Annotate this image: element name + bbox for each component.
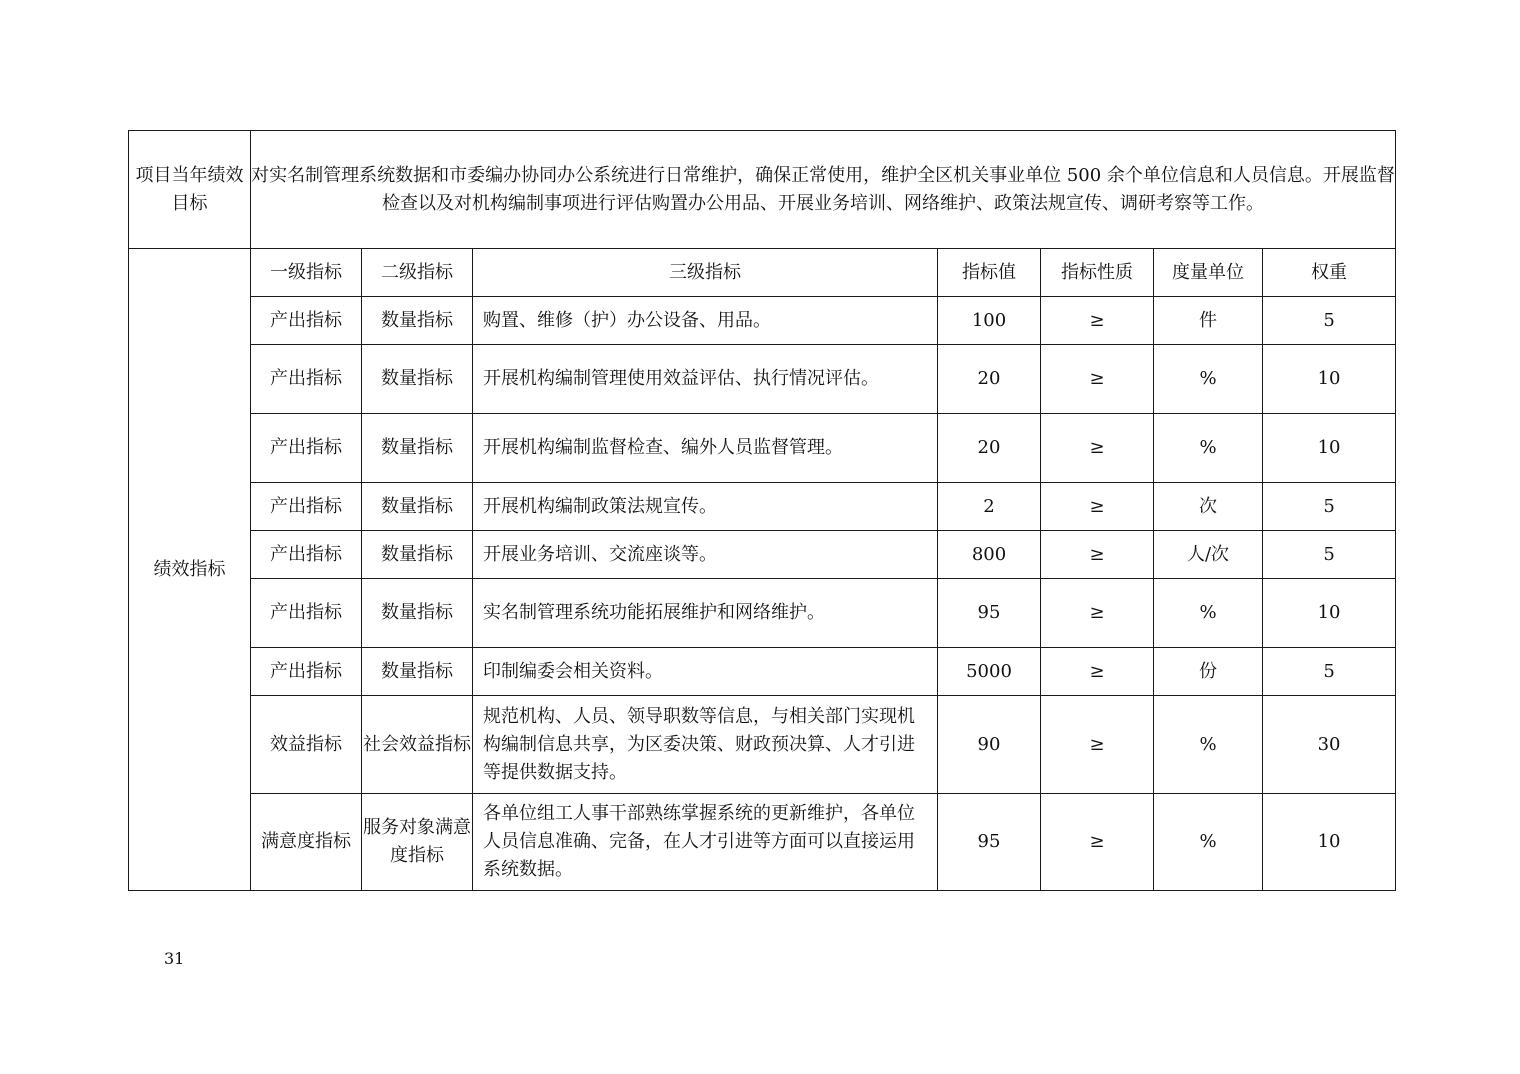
page-number: 31 [164, 949, 185, 968]
goal-label: 项目当年绩效目标 [129, 131, 251, 249]
level3-cell: 开展业务培训、交流座谈等。 [473, 531, 938, 579]
nature-cell: ≥ [1041, 297, 1154, 345]
value-cell: 20 [938, 414, 1041, 483]
table-row [129, 531, 1396, 579]
level1-cell: 产出指标 [251, 414, 362, 483]
level3-cell: 开展机构编制政策法规宣传。 [473, 483, 938, 531]
nature-cell: ≥ [1041, 414, 1154, 483]
level1-cell: 满意度指标 [251, 794, 362, 891]
weight-cell: 10 [1263, 414, 1396, 483]
unit-cell: 份 [1154, 648, 1263, 696]
value-cell: 2 [938, 483, 1041, 531]
level1-cell: 产出指标 [251, 648, 362, 696]
level3-cell: 印制编委会相关资料。 [473, 648, 938, 696]
value-cell: 95 [938, 794, 1041, 891]
level3-cell: 开展机构编制监督检查、编外人员监督管理。 [473, 414, 938, 483]
table-row [129, 794, 1396, 891]
unit-cell: % [1154, 345, 1263, 414]
nature-cell: ≥ [1041, 531, 1154, 579]
weight-cell: 5 [1263, 483, 1396, 531]
level3-cell: 各单位组工人事干部熟练掌握系统的更新维护，各单位人员信息准确、完备，在人才引进等方面可以直接运用系统数据。 [473, 794, 938, 891]
table-row [129, 297, 1396, 345]
level3-cell: 实名制管理系统功能拓展维护和网络维护。 [473, 579, 938, 648]
level1-cell: 产出指标 [251, 297, 362, 345]
header-weight: 权重 [1263, 249, 1396, 297]
unit-cell: 人/次 [1154, 531, 1263, 579]
nature-cell: ≥ [1041, 696, 1154, 794]
level2-cell: 数量指标 [362, 414, 473, 483]
unit-cell: 次 [1154, 483, 1263, 531]
header-level1: 一级指标 [251, 249, 362, 297]
value-cell: 90 [938, 696, 1041, 794]
table-row [129, 579, 1396, 648]
level1-cell: 效益指标 [251, 696, 362, 794]
nature-cell: ≥ [1041, 648, 1154, 696]
unit-cell: 件 [1154, 297, 1263, 345]
weight-cell: 5 [1263, 297, 1396, 345]
header-unit: 度量单位 [1154, 249, 1263, 297]
header-row [129, 249, 1396, 297]
nature-cell: ≥ [1041, 794, 1154, 891]
header-nature: 指标性质 [1041, 249, 1154, 297]
level1-cell: 产出指标 [251, 579, 362, 648]
weight-cell: 30 [1263, 696, 1396, 794]
nature-cell: ≥ [1041, 483, 1154, 531]
level2-cell: 数量指标 [362, 345, 473, 414]
nature-cell: ≥ [1041, 579, 1154, 648]
weight-cell: 5 [1263, 648, 1396, 696]
nature-cell: ≥ [1041, 345, 1154, 414]
unit-cell: % [1154, 414, 1263, 483]
goal-row [129, 131, 1396, 249]
weight-cell: 10 [1263, 794, 1396, 891]
level1-cell: 产出指标 [251, 483, 362, 531]
level3-cell: 开展机构编制管理使用效益评估、执行情况评估。 [473, 345, 938, 414]
level1-cell: 产出指标 [251, 345, 362, 414]
unit-cell: % [1154, 794, 1263, 891]
weight-cell: 10 [1263, 345, 1396, 414]
value-cell: 95 [938, 579, 1041, 648]
weight-cell: 5 [1263, 531, 1396, 579]
header-level2: 二级指标 [362, 249, 473, 297]
table-row [129, 345, 1396, 414]
level1-cell: 产出指标 [251, 531, 362, 579]
level2-cell: 社会效益指标 [362, 696, 473, 794]
level2-cell: 数量指标 [362, 297, 473, 345]
level2-cell: 数量指标 [362, 531, 473, 579]
level2-cell: 数量指标 [362, 483, 473, 531]
performance-table [128, 130, 1396, 891]
section-label: 绩效指标 [129, 249, 251, 891]
goal-text: 对实名制管理系统数据和市委编办协同办公系统进行日常维护，确保正常使用，维护全区机关事业单位 500 余个单位信息和人员信息。开展监督检查以及对机构编制事项进行评估购置办公用品、开展业务培训、网络维护、政策法规宣传、调研考察等工作。 [251, 131, 1396, 249]
level3-cell: 规范机构、人员、领导职数等信息，与相关部门实现机构编制信息共享，为区委决策、财政预决算、人才引进等提供数据支持。 [473, 696, 938, 794]
unit-cell: % [1154, 696, 1263, 794]
value-cell: 5000 [938, 648, 1041, 696]
level2-cell: 服务对象满意度指标 [362, 794, 473, 891]
value-cell: 20 [938, 345, 1041, 414]
table-row [129, 648, 1396, 696]
value-cell: 800 [938, 531, 1041, 579]
level2-cell: 数量指标 [362, 579, 473, 648]
level2-cell: 数量指标 [362, 648, 473, 696]
table-row [129, 696, 1396, 794]
table-row [129, 483, 1396, 531]
level3-cell: 购置、维修（护）办公设备、用品。 [473, 297, 938, 345]
header-level3: 三级指标 [473, 249, 938, 297]
table-row [129, 414, 1396, 483]
value-cell: 100 [938, 297, 1041, 345]
weight-cell: 10 [1263, 579, 1396, 648]
unit-cell: % [1154, 579, 1263, 648]
header-value: 指标值 [938, 249, 1041, 297]
